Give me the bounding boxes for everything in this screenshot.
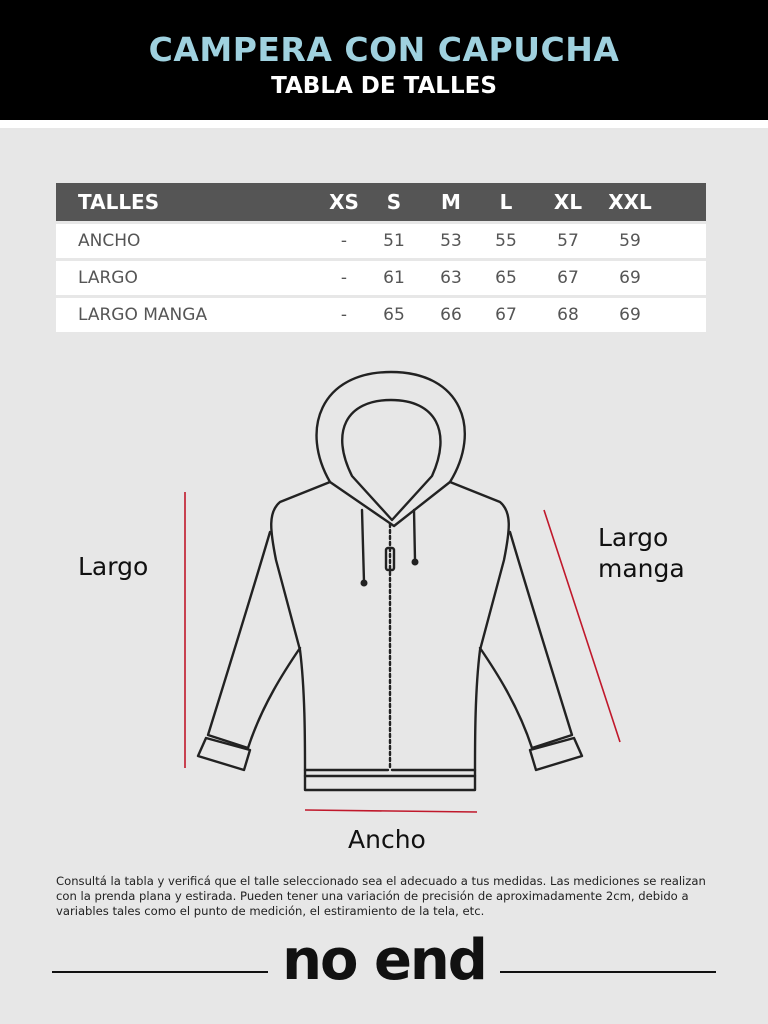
- label-largo: Largo: [78, 552, 149, 581]
- hood-outline: [317, 372, 465, 526]
- table-cell: -: [340, 305, 348, 325]
- header-divider: [0, 120, 768, 128]
- table-cell: 67: [557, 268, 579, 288]
- table-cell: 53: [440, 231, 462, 251]
- table-cell: 68: [557, 305, 579, 325]
- hoodie-diagram: [0, 340, 768, 860]
- table-row-largo: [56, 261, 706, 295]
- header-cell-l: L: [499, 190, 513, 214]
- sleeve-right: [480, 532, 572, 748]
- row-label: LARGO: [78, 268, 138, 288]
- label-largo-manga-line2: manga: [598, 554, 685, 583]
- table-cell: 61: [383, 268, 405, 288]
- header-cell-xs: XS: [329, 190, 359, 214]
- brand-divider-left: [52, 971, 268, 973]
- measure-ancho-line: [305, 810, 477, 812]
- waistband: [305, 770, 475, 790]
- drawstring-tip-left: [361, 580, 368, 587]
- header-cell-talles: TALLES: [78, 190, 160, 214]
- page-title: CAMPERA CON CAPUCHA: [148, 30, 620, 69]
- row-label: LARGO MANGA: [78, 305, 208, 325]
- header-cell-m: M: [441, 190, 461, 214]
- label-largo-manga: [598, 522, 685, 584]
- table-cell: 57: [557, 231, 579, 251]
- table-cell: 69: [619, 268, 641, 288]
- row-label: ANCHO: [78, 231, 141, 251]
- table-cell: 69: [619, 305, 641, 325]
- cuff-right: [530, 738, 582, 770]
- table-cell: 51: [383, 231, 405, 251]
- table-cell: 67: [495, 305, 517, 325]
- drawstring-right: [414, 510, 415, 560]
- body-left: [271, 482, 388, 770]
- table-cell: 55: [495, 231, 517, 251]
- label-largo-manga-line1: Largo: [598, 523, 669, 552]
- cuff-left: [198, 738, 250, 770]
- table-cell: 66: [440, 305, 462, 325]
- header-bar: [0, 0, 768, 120]
- brand-divider-right: [500, 971, 716, 973]
- table-cell: -: [340, 268, 348, 288]
- table-row-ancho: [56, 224, 706, 258]
- table-cell: -: [340, 231, 348, 251]
- page-subtitle: TABLA DE TALLES: [271, 73, 497, 99]
- size-table: [56, 183, 706, 335]
- label-ancho: Ancho: [348, 825, 426, 854]
- sleeve-left: [208, 532, 300, 748]
- table-cell: 59: [619, 231, 641, 251]
- disclaimer-text: Consultá la tabla y verificá que el talle seleccionado sea el adecuado a tus medidas. Las mediciones se realizan con la prenda plana y estirada. Pueden tener una variación de precisión de aproximadamente 2cm, debido a variables tales como el punto de medición, el estiramiento de la tela, etc.: [56, 874, 706, 918]
- drawstring-left: [362, 510, 364, 582]
- size-table-header: [56, 183, 706, 221]
- header-cell-s: S: [386, 190, 402, 214]
- header-cell-xl: XL: [553, 190, 583, 214]
- drawstring-tip-right: [412, 559, 419, 566]
- table-cell: 65: [383, 305, 405, 325]
- table-cell: 65: [495, 268, 517, 288]
- table-cell: 63: [440, 268, 462, 288]
- header-cell-xxl: XXL: [608, 190, 652, 214]
- body-right: [392, 482, 509, 770]
- table-row-largo-manga: [56, 298, 706, 332]
- brand-logo: no end: [282, 928, 486, 993]
